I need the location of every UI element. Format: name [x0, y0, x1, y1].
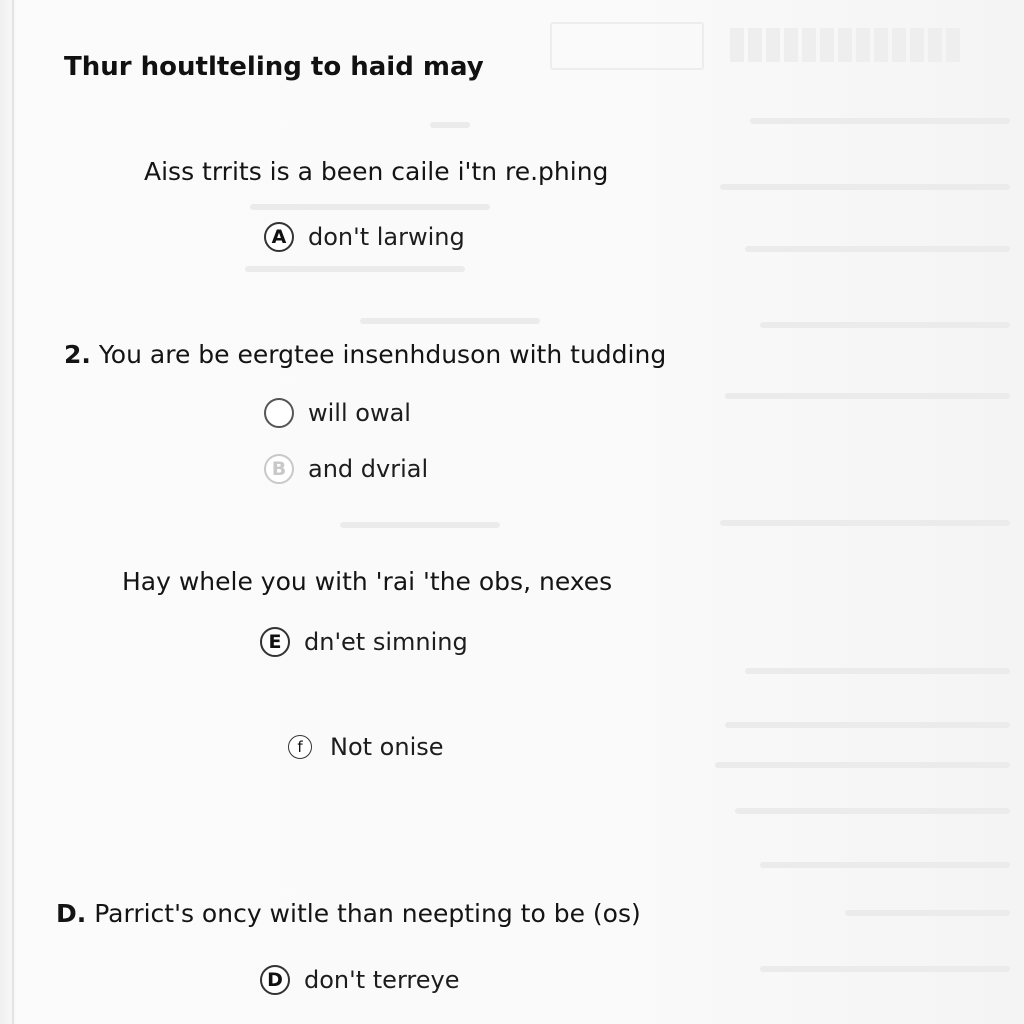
question-number: 2. [64, 340, 91, 369]
option-label: will owal [308, 399, 411, 427]
ghost-header-text [730, 28, 960, 62]
page-edge [12, 0, 14, 1024]
question-text: Parrict's oncy witle than neepting to be (os) [94, 899, 641, 928]
ghost-line [720, 520, 1010, 526]
answer-option[interactable] [264, 398, 411, 428]
option-b-radio-icon[interactable]: B [264, 454, 294, 484]
option-e-radio-icon[interactable]: E [260, 627, 290, 657]
ghost-line [250, 204, 490, 210]
answer-option[interactable] [264, 222, 465, 252]
ghost-line [430, 122, 470, 128]
ghost-header-box [550, 22, 704, 70]
option-label: and dvrial [308, 455, 429, 483]
question-text: You are be eergtee insenhduson with tudding [98, 340, 667, 369]
question-text: Aiss trrits is a been caile i'tn re.phing [144, 157, 609, 186]
ghost-line [845, 910, 1010, 916]
ghost-line [340, 522, 500, 528]
option-f-radio-icon[interactable]: f [288, 735, 312, 759]
ghost-line [760, 966, 1010, 972]
ghost-line [245, 266, 465, 272]
option-label: don't terreye [304, 966, 460, 994]
ghost-line [760, 322, 1010, 328]
answer-option[interactable] [288, 733, 444, 761]
option-label: don't larwing [308, 223, 465, 251]
ghost-line [715, 762, 1010, 768]
question-row [64, 340, 666, 369]
empty-radio-icon[interactable] [264, 398, 294, 428]
question-row [56, 899, 641, 928]
ghost-line [735, 808, 1010, 814]
answer-option[interactable] [260, 627, 468, 657]
page-heading: Thur houtlteling to haid may [64, 52, 484, 82]
ghost-line [360, 318, 540, 324]
option-a-radio-icon[interactable]: A [264, 222, 294, 252]
answer-option[interactable] [260, 965, 459, 995]
ghost-line [725, 722, 1010, 728]
option-label: dn'et simning [304, 628, 468, 656]
ghost-line [760, 862, 1010, 868]
ghost-line [750, 118, 1010, 124]
ghost-line [725, 393, 1010, 399]
question-number: D. [56, 899, 87, 928]
answer-option[interactable] [264, 454, 428, 484]
option-label: Not onise [330, 733, 444, 761]
ghost-line [720, 184, 1010, 190]
question-text: Hay whele you with 'rai 'the obs, nexes [122, 567, 613, 596]
option-d-radio-icon[interactable]: D [260, 965, 290, 995]
ghost-line [745, 246, 1010, 252]
ghost-line [745, 668, 1010, 674]
